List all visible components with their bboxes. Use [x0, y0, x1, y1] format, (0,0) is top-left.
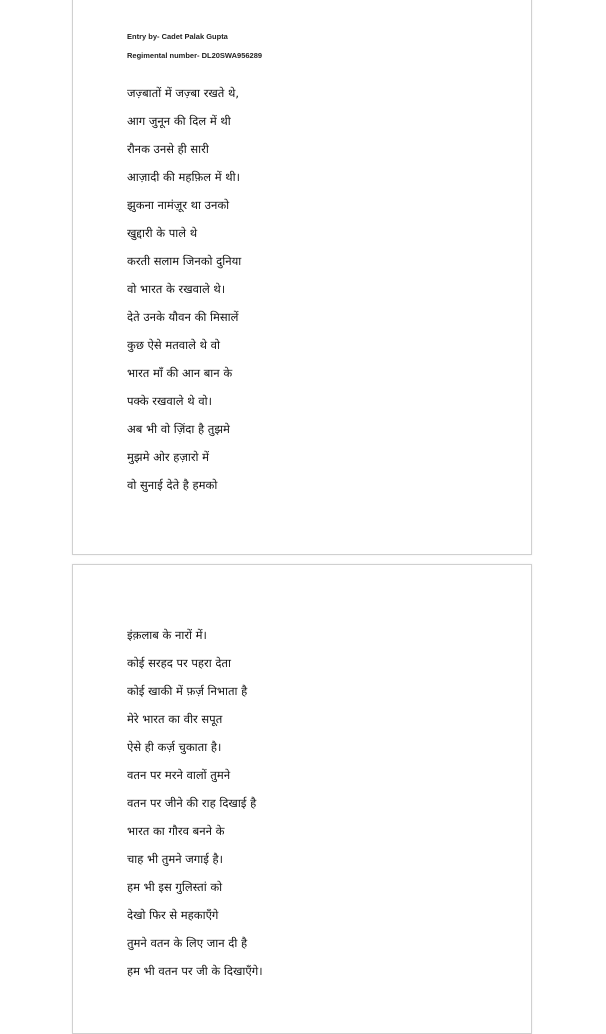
poem-line: तुमने वतन के लिए जान दी है — [127, 936, 248, 950]
document-page-2 — [72, 564, 532, 1034]
poem-line: देते उनके यौवन की मिसालें — [127, 310, 239, 324]
poem-line: कोई सरहद पर पहरा देता — [127, 656, 231, 670]
poem-line: आज़ादी की महफ़िल में थी। — [127, 170, 240, 184]
document-page-1 — [72, 0, 532, 555]
poem-line: आग जुनून की दिल में थी — [127, 114, 231, 128]
poem-line: मेरे भारत का वीर सपूत — [127, 712, 223, 726]
poem-line: हम भी इस गुलिस्तां को — [127, 880, 223, 894]
poem-line: ऐसे ही कर्ज़ चुकाता है। — [127, 740, 222, 754]
poem-line: वतन पर मरने वालों तुमने — [127, 768, 231, 782]
poem-line: भारत का गौरव बनने के — [127, 824, 225, 838]
poem-line: रौनक उनसे ही सारी — [127, 142, 209, 156]
poem-line: वो भारत के रखवाले थे। — [127, 282, 226, 296]
poem-line: झुकना नामंज़ूर था उनको — [127, 198, 230, 212]
poem-line: हम भी वतन पर जी के दिखाएँगे। — [127, 964, 263, 978]
poem-line: अब भी वो ज़िंदा है तुझमे — [127, 422, 230, 436]
regimental-number-text: Regimental number- DL20SWA956289 — [127, 51, 263, 60]
poem-stanza-page-2 — [127, 621, 263, 985]
poem-line: देखो फिर से महकाएँगे — [127, 908, 219, 922]
poem-line: खुद्दारी के पाले थे — [127, 226, 198, 240]
entry-header — [127, 27, 262, 65]
poem-line: इंक़लाब के नारों में। — [127, 628, 207, 642]
poem-line: करती सलाम जिनको दुनिया — [127, 254, 242, 268]
poem-line: कुछ ऐसे मतवाले थे वो — [127, 338, 220, 352]
poem-line: कोई खाकी में फ़र्ज़ निभाता है — [127, 684, 248, 698]
poem-line: मुझमे ओर हज़ारो में — [127, 450, 210, 464]
poem-line: चाह भी तुमने जगाई है। — [127, 852, 223, 866]
poem-line: वो सुनाई देते है हमको — [127, 478, 218, 492]
poem-line: जज़्बातों में जज़्बा रखते थे, — [127, 86, 240, 100]
poem-stanza-page-1 — [127, 79, 241, 499]
poem-line: वतन पर जीने की राह दिखाई है — [127, 796, 257, 810]
entry-by-text: Entry by- Cadet Palak Gupta — [127, 32, 228, 41]
poem-line: पक्के रखवाले थे वो। — [127, 394, 212, 408]
poem-line: भारत माँ की आन बान के — [127, 366, 233, 380]
